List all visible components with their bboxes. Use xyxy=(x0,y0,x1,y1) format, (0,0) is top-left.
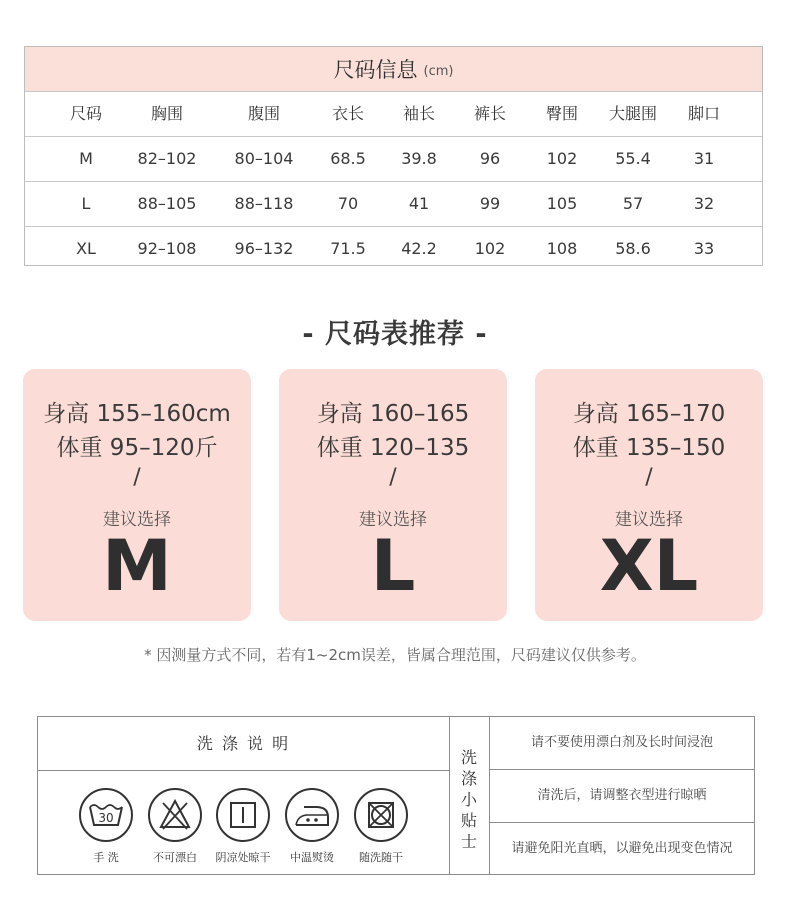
care-item-no-tumble-dry xyxy=(351,787,411,865)
care-label: 阴凉处晾干 xyxy=(215,851,271,864)
card-weight: 体重 95–120斤 xyxy=(56,435,218,461)
table-cell: 105 xyxy=(546,194,578,213)
table-row xyxy=(25,137,762,182)
medium-iron-icon xyxy=(284,787,340,843)
table-cell: 96 xyxy=(479,149,501,168)
care-instructions xyxy=(37,716,755,875)
card-height: 身高 155–160cm xyxy=(43,401,231,427)
table-row xyxy=(25,227,762,271)
table-cell: 68.5 xyxy=(330,149,366,168)
table-cell: 32 xyxy=(693,194,715,213)
column-header: 衣长 xyxy=(331,104,365,123)
table-cell: 42.2 xyxy=(401,239,437,258)
column-header: 臀围 xyxy=(545,104,579,123)
size-table-unit: (cm) xyxy=(423,63,454,79)
column-header: 胸围 xyxy=(150,104,184,123)
card-height: 身高 165–170 xyxy=(572,401,726,427)
table-cell: 33 xyxy=(693,239,715,258)
no-bleach-icon xyxy=(147,787,203,843)
table-cell: XL xyxy=(76,239,96,258)
tips-heading-column xyxy=(449,717,490,874)
table-cell: 92–108 xyxy=(137,239,197,258)
column-header: 脚口 xyxy=(687,104,721,123)
wash-instructions-panel xyxy=(38,717,450,874)
table-cell: L xyxy=(81,194,91,213)
table-cell: 80–104 xyxy=(234,149,294,168)
care-item-hand-wash xyxy=(76,787,136,865)
tip-item: 清洗后，请调整衣型进行晾晒 xyxy=(490,770,754,823)
measurement-note: * 因测量方式不同，若有1~2cm误差，皆属合理范围，尺码建议仅供参考。 xyxy=(144,646,646,664)
recommend-card-m xyxy=(23,369,251,621)
card-size: M xyxy=(102,525,172,607)
size-table-header xyxy=(25,47,762,92)
table-cell: 71.5 xyxy=(330,239,366,258)
table-cell: 99 xyxy=(479,194,501,213)
recommend-card-l xyxy=(279,369,507,621)
card-divider: / xyxy=(389,465,397,490)
column-header: 腹围 xyxy=(247,104,281,123)
card-suggest-label: 建议选择 xyxy=(615,510,683,530)
table-cell: 41 xyxy=(408,194,430,213)
care-item-shade-dry xyxy=(213,787,273,865)
table-cell: 96–132 xyxy=(234,239,294,258)
table-cell: 102 xyxy=(474,239,506,258)
card-divider: / xyxy=(133,465,141,490)
table-cell: 31 xyxy=(693,149,715,168)
wash-temp: 30 xyxy=(98,811,114,825)
table-row xyxy=(25,182,762,227)
table-cell: 108 xyxy=(546,239,578,258)
tip-item: 请不要使用漂白剂及长时间浸泡 xyxy=(490,717,754,770)
table-cell: 39.8 xyxy=(401,149,437,168)
table-cell: 88–118 xyxy=(234,194,294,213)
size-table-title: 尺码信息 xyxy=(333,58,418,82)
tip-item: 请避免阳光直晒，以避免出现变色情况 xyxy=(511,841,733,856)
table-cell: 88–105 xyxy=(137,194,197,213)
recommend-card-xl xyxy=(535,369,763,621)
hand-wash-icon xyxy=(78,787,134,843)
card-suggest-label: 建议选择 xyxy=(359,510,427,530)
size-table-column-headers xyxy=(25,92,762,137)
column-header: 裤长 xyxy=(473,104,507,123)
card-size: XL xyxy=(599,525,699,607)
care-label: 不可漂白 xyxy=(153,851,197,864)
table-cell: 58.6 xyxy=(615,239,651,258)
care-label: 中温熨烫 xyxy=(290,851,334,864)
care-label: 手 洗 xyxy=(93,851,119,864)
column-header: 大腿围 xyxy=(608,104,658,123)
shade-dry-icon xyxy=(215,787,271,843)
wash-instructions-title: 洗 涤 说 明 xyxy=(38,717,449,771)
card-height: 身高 160–165 xyxy=(316,401,470,427)
table-cell: 55.4 xyxy=(615,149,651,168)
no-tumble-dry-icon xyxy=(353,787,409,843)
column-header: 袖长 xyxy=(402,104,436,123)
table-cell: M xyxy=(79,149,93,168)
size-recommend-title: - 尺码表推荐 - xyxy=(302,319,488,350)
tips-heading: 洗 涤 小 贴 士 xyxy=(460,748,477,851)
care-label: 随洗随干 xyxy=(359,851,403,864)
size-info-table xyxy=(24,46,763,266)
card-size: L xyxy=(370,525,416,607)
table-cell: 57 xyxy=(622,194,644,213)
tips-list xyxy=(490,717,754,874)
care-item-medium-iron xyxy=(282,787,342,865)
card-suggest-label: 建议选择 xyxy=(103,510,171,530)
care-item-no-bleach xyxy=(145,787,205,865)
table-cell: 70 xyxy=(337,194,359,213)
table-cell: 102 xyxy=(546,149,578,168)
table-cell: 82–102 xyxy=(137,149,197,168)
card-weight: 体重 120–135 xyxy=(316,435,470,461)
column-header: 尺码 xyxy=(69,104,103,123)
card-weight: 体重 135–150 xyxy=(572,435,726,461)
card-divider: / xyxy=(645,465,653,490)
